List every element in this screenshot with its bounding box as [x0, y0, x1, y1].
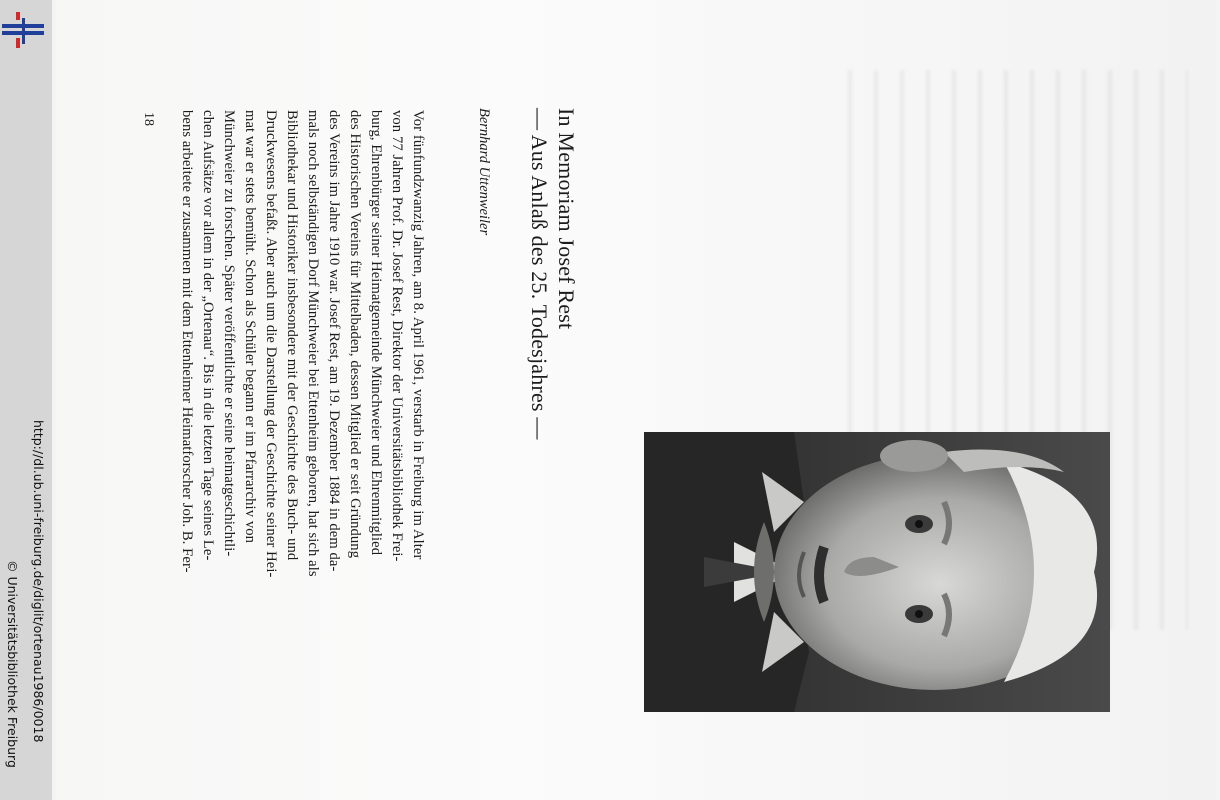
body-line: bens arbeitete er zusammen mit dem Ettenheimer Heimatforscher Joh. B. Fer-	[179, 110, 195, 573]
body-line: Bibliothekar und Historiker insbesondere mit der Geschichte des Buch- und	[284, 110, 300, 561]
copyright-notice: © Universitätsbibliothek Freiburg	[5, 560, 20, 768]
viewer-sidebar	[0, 0, 52, 800]
page-number: 18	[141, 112, 156, 126]
body-line: Vor fünfundzwanzig Jahren, am 8. April 1961, verstarb in Freiburg im Alter	[410, 110, 426, 560]
portrait-photo	[644, 432, 1110, 712]
body-line: burg, Ehrenbürger seiner Heimatgemeinde Münchweier und Ehrenmitglied	[368, 110, 384, 556]
article-author: Bernhard Uttenweiler	[476, 108, 492, 236]
body-line: Münchweier zu forschen. Später veröffentlichte er seine heimatgeschichtli-	[221, 110, 237, 557]
body-line: von 77 Jahren Prof. Dr. Josef Rest, Direktor der Universitätsbibliothek Frei-	[389, 110, 405, 562]
body-line: des Historischen Vereins für Mittelbaden, dessen Mitglied er seit Gründung	[347, 110, 363, 559]
article-title-line-1: In Memoriam Josef Rest	[554, 108, 579, 330]
article-title-line-2: — Aus Anlaß des 25. Todesjahres —	[527, 108, 552, 440]
body-line: mat war er stets bemüht. Schon als Schüler begann er im Pfarrarchiv von	[242, 110, 258, 544]
body-line: Druckwesens befaßt. Aber auch um die Darstellung der Geschichte seiner Hei-	[263, 110, 279, 578]
body-line: chen Aufsätze vor allem in der „Ortenau“. Bis in die letzten Tage seines Le-	[200, 110, 216, 561]
university-library-logo-icon	[2, 10, 44, 50]
body-line: mals noch selbständigen Dorf Münchweier bei Ettenheim geboren, hat sich als	[305, 110, 321, 577]
body-line: des Vereins im Jahre 1910 war. Josef Rest, am 19. Dezember 1884 in dem da-	[326, 110, 342, 572]
source-url-link[interactable]: http://dl.ub.uni-freiburg.de/diglit/ortenau1986/0018	[31, 420, 46, 743]
